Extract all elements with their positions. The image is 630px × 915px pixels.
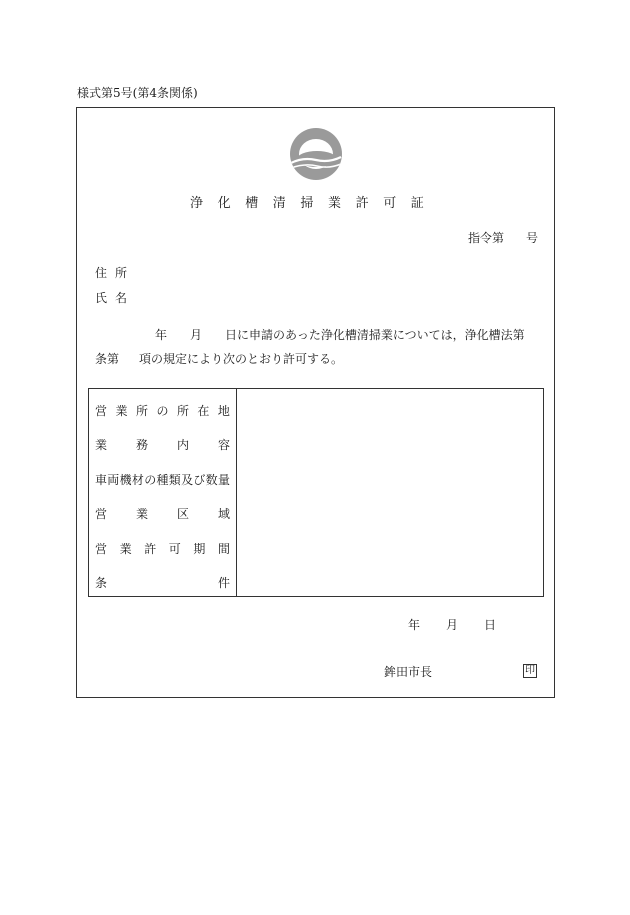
directive-prefix: 指令第	[467, 231, 504, 245]
details-label-char: 材	[131, 472, 144, 487]
details-label	[95, 505, 230, 522]
details-label-char: 内	[176, 438, 189, 453]
details-label-char: 条	[95, 576, 108, 591]
details-label	[95, 574, 230, 591]
details-value[interactable]	[237, 424, 543, 459]
details-label-char: 業	[135, 507, 148, 522]
issue-month: 月	[446, 618, 459, 632]
permit-details-table	[88, 388, 544, 597]
permit-statement	[95, 323, 535, 371]
details-label-char: 所	[176, 403, 189, 418]
details-value[interactable]	[237, 493, 543, 528]
details-label-char: 車	[95, 472, 108, 487]
statement-article: 条第	[95, 352, 120, 366]
details-label-char: 所	[135, 403, 148, 418]
details-value[interactable]	[237, 562, 543, 597]
issue-day: 日	[484, 618, 497, 632]
details-label	[95, 436, 230, 453]
details-label-char: び	[193, 472, 206, 487]
seal-mark: 印	[525, 665, 535, 676]
statement-line1: 日に申請のあった浄化槽清掃業については，浄化槽法第	[225, 328, 525, 342]
details-label-char: 区	[176, 507, 189, 522]
details-label-char: 業	[119, 541, 132, 556]
details-label-char: 域	[217, 507, 230, 522]
details-row-label	[95, 566, 230, 601]
details-label-char: の	[144, 472, 157, 487]
details-label-char: 許	[144, 541, 157, 556]
details-label-char: 間	[217, 541, 230, 556]
details-label-char: 及	[181, 472, 194, 487]
details-label-char: 件	[217, 576, 230, 591]
details-row-label	[95, 428, 230, 463]
details-label-char: 機	[119, 472, 132, 487]
issue-year: 年	[408, 618, 421, 632]
issuer-title: 鉾田市長	[384, 665, 433, 679]
details-label-char: 容	[217, 438, 230, 453]
issue-date	[408, 616, 496, 633]
statement-line2: 項の規定により次のとおり許可する。	[139, 352, 344, 366]
details-label-char: 在	[197, 403, 210, 418]
details-row-label	[95, 393, 230, 428]
city-emblem-icon	[289, 127, 343, 181]
details-label-char: 種	[156, 472, 169, 487]
details-label-char: 期	[193, 541, 206, 556]
details-label	[95, 402, 230, 419]
details-label-char: 数	[205, 472, 218, 487]
details-label-char: の	[156, 403, 169, 418]
details-label-char: 業	[115, 403, 128, 418]
statement-year: 年	[155, 328, 168, 342]
details-value[interactable]	[237, 458, 543, 493]
details-label-char: 営	[95, 403, 108, 418]
details-value[interactable]	[237, 527, 543, 562]
details-value[interactable]	[237, 389, 543, 424]
details-row-label	[95, 497, 230, 532]
details-label-char: 務	[135, 438, 148, 453]
form-number: 様式第5号(第4条関係)	[77, 86, 198, 100]
details-label-char: 可	[168, 541, 181, 556]
details-label-char: 業	[95, 438, 108, 453]
details-label-char: 地	[217, 403, 230, 418]
details-label	[95, 540, 230, 557]
document-title: 浄化槽清掃業許可証	[190, 196, 439, 211]
details-label-char: 両	[107, 472, 120, 487]
details-label-char: 類	[168, 472, 181, 487]
directive-number	[468, 229, 538, 246]
statement-month: 月	[190, 328, 203, 342]
details-value-column	[237, 389, 543, 596]
name-label: 氏名	[95, 291, 136, 305]
details-label-char: 営	[95, 541, 108, 556]
details-label-char: 量	[217, 472, 230, 487]
details-label	[95, 471, 230, 488]
details-label-column	[89, 389, 237, 596]
details-row-label	[95, 531, 230, 566]
details-row-label	[95, 462, 230, 497]
details-label-char: 営	[95, 507, 108, 522]
directive-suffix: 号	[525, 231, 538, 245]
address-label: 住所	[95, 266, 136, 280]
